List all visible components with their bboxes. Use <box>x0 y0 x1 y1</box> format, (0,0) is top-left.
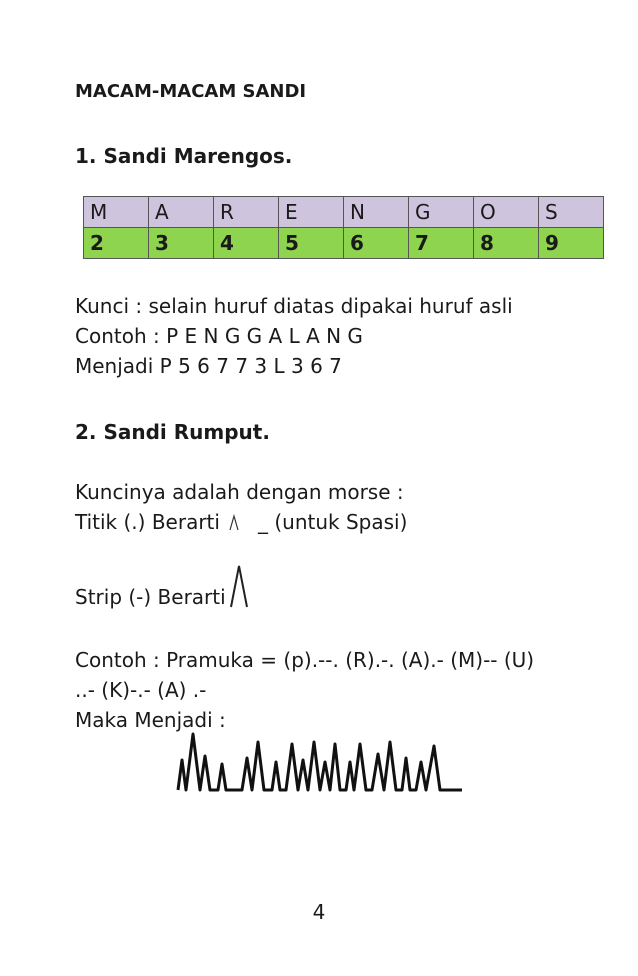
dot-meaning: Titik (.) Berarti <box>75 510 220 534</box>
number-cell: 4 <box>214 228 279 259</box>
numbers-row <box>84 228 604 259</box>
example-line-2: ..- (K)-.- (A) .- <box>75 678 207 702</box>
letter-cell: A <box>149 197 214 228</box>
letter-cell: E <box>279 197 344 228</box>
letter-cell: S <box>539 197 604 228</box>
number-cell: 5 <box>279 228 344 259</box>
key-note: Kunci : selain huruf diatas dipakai huruf asli <box>75 294 513 318</box>
letter-cell: O <box>474 197 539 228</box>
section2-title: 2. Sandi Rumput. <box>75 420 270 444</box>
number-cell: 8 <box>474 228 539 259</box>
page-title: MACAM-MACAM SANDI <box>75 81 307 102</box>
dot-grass-icon <box>228 513 240 531</box>
page-number: 4 <box>312 900 326 924</box>
result-label: Maka Menjadi : <box>75 708 226 732</box>
encoded-grass-icon <box>172 728 467 798</box>
number-cell: 6 <box>344 228 409 259</box>
letter-cell: G <box>409 197 474 228</box>
marengos-key-table <box>83 196 604 259</box>
example-line-1: Contoh : Pramuka = (p).--. (R).-. (A).- (M)-- (U) <box>75 648 535 672</box>
strip-meaning: Strip (-) Berarti <box>75 585 226 609</box>
space-meaning: _ (untuk Spasi) <box>258 510 408 534</box>
letter-cell: N <box>344 197 409 228</box>
section1-title: 1. Sandi Marengos. <box>75 144 293 168</box>
example-text: Contoh : P E N G G A L A N G <box>75 324 363 348</box>
number-cell: 7 <box>409 228 474 259</box>
strip-grass-icon <box>229 563 251 609</box>
number-cell: 9 <box>539 228 604 259</box>
letter-cell: M <box>84 197 149 228</box>
number-cell: 2 <box>84 228 149 259</box>
letter-cell: R <box>214 197 279 228</box>
letters-row <box>84 197 604 228</box>
morse-intro: Kuncinya adalah dengan morse : <box>75 480 404 504</box>
number-cell: 3 <box>149 228 214 259</box>
result-text: Menjadi P 5 6 7 7 3 L 3 6 7 <box>75 354 342 378</box>
